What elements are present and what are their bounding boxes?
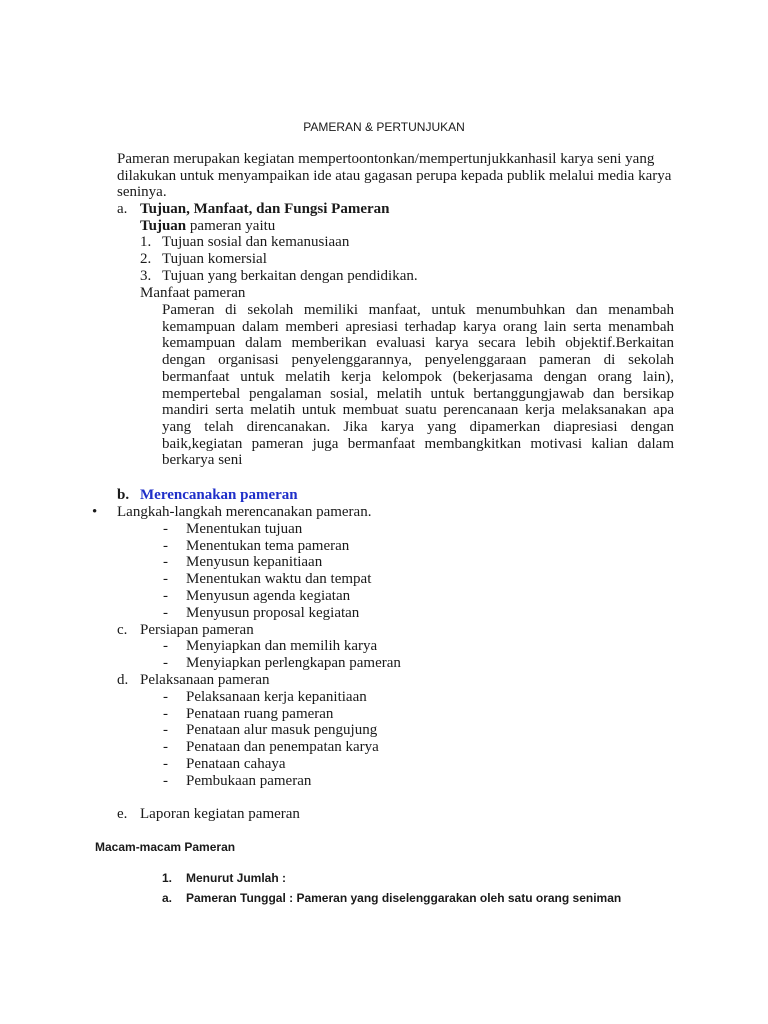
section-d-marker: d.	[117, 672, 129, 688]
dash: -	[163, 605, 168, 621]
section-c-heading: Persiapan pameran	[140, 622, 254, 638]
dash: -	[163, 554, 168, 570]
step-item: Penataan dan penempatan karya	[186, 739, 379, 755]
step-item: Menentukan waktu dan tempat	[186, 571, 372, 587]
bullet-text: Langkah-langkah merencanakan pameran.	[117, 504, 372, 520]
document-title: PAMERAN & PERTUNJUKAN	[303, 120, 465, 134]
tujuan-rest: pameran yaitu	[186, 218, 276, 234]
section-e-marker: e.	[117, 806, 128, 822]
dash: -	[163, 756, 168, 772]
tujuan-item: Tujuan sosial dan kemanusiaan	[162, 234, 350, 250]
step-item: Menyiapkan dan memilih karya	[186, 638, 378, 654]
dash: -	[163, 655, 168, 671]
step-item: Pelaksanaan kerja kepanitiaan	[186, 689, 367, 705]
manfaat-label: Manfaat pameran	[140, 285, 246, 301]
menurut-num: 1.	[162, 871, 173, 885]
dash: -	[163, 722, 168, 738]
dash: -	[163, 538, 168, 554]
dash: -	[163, 521, 168, 537]
dash: -	[163, 773, 168, 789]
section-a-marker: a.	[117, 201, 128, 217]
section-b-heading: Merencanakan pameran	[140, 487, 298, 503]
step-item: Penataan cahaya	[186, 756, 286, 772]
dash: -	[163, 571, 168, 587]
step-item: Pembukaan pameran	[186, 773, 312, 789]
section-d-heading: Pelaksanaan pameran	[140, 672, 270, 688]
section-e-heading: Laporan kegiatan pameran	[140, 806, 300, 822]
step-item: Penataan ruang pameran	[186, 706, 334, 722]
step-item: Menentukan tema pameran	[186, 538, 350, 554]
macam-heading: Macam-macam Pameran	[95, 840, 236, 854]
dash: -	[163, 638, 168, 654]
menurut-text: Menurut Jumlah :	[186, 871, 287, 885]
step-item: Menyusun agenda kegiatan	[186, 588, 351, 604]
tunggal-text: Pameran Tunggal : Pameran yang diselenggarakan oleh satu orang seniman	[186, 891, 622, 905]
section-c-marker: c.	[117, 622, 128, 638]
intro-paragraph: Pameran merupakan kegiatan mempertoontonkan/mempertunjukkanhasil karya seni yang dilakukan untuk menyampaikan ide atau gagasan perupa kepada publik melalui media karya seninya.	[117, 151, 672, 201]
tujuan-item: Tujuan yang berkaitan dengan pendidikan.	[162, 268, 418, 284]
dash: -	[163, 588, 168, 604]
tujuan-item-num: 1.	[140, 234, 152, 250]
manfaat-paragraph: Pameran di sekolah memiliki manfaat, untuk menumbuhkan dan menambah kemampuan dalam memberi apresiasi terhadap karya orang lain serta menambah kemampuan dalam memberikan evaluasi karya secara lebih objektif.Berkaitan dengan organisasi penyelenggarannya, penyelenggaraan pameran di sekolah bermanfaat untuk melatih kerja kelompok (bekerjasama dengan orang lain), mempertebal pengalaman sosial, melatih untuk bertanggungjawab dan bersikap mandiri serta melatih untuk membuat suatu perencanaan kerja melaksanakan apa yang telah direncanakan. Jika karya yang dipamerkan diapresiasi dengan baik,kegiatan pameran juga bermanfaat membangkitkan motivasi kalian dalam berkarya seni	[162, 302, 674, 469]
tujuan-item-num: 2.	[140, 251, 152, 267]
step-item: Penataan alur masuk pengujung	[186, 722, 378, 738]
step-item: Menyusun proposal kegiatan	[186, 605, 360, 621]
section-a-heading: Tujuan, Manfaat, dan Fungsi Pameran	[140, 201, 390, 217]
tujuan-item-num: 3.	[140, 268, 152, 284]
tujuan-bold: Tujuan	[140, 218, 187, 234]
dash: -	[163, 689, 168, 705]
dash: -	[163, 739, 168, 755]
tujuan-item: Tujuan komersial	[162, 251, 267, 267]
section-b-marker: b.	[117, 487, 130, 503]
step-item: Menyusun kepanitiaan	[186, 554, 323, 570]
dash: -	[163, 706, 168, 722]
bullet-icon: •	[92, 504, 98, 520]
step-item: Menentukan tujuan	[186, 521, 303, 537]
tunggal-marker: a.	[162, 891, 173, 905]
step-item: Menyiapkan perlengkapan pameran	[186, 655, 401, 671]
tujuan-line	[140, 218, 275, 235]
